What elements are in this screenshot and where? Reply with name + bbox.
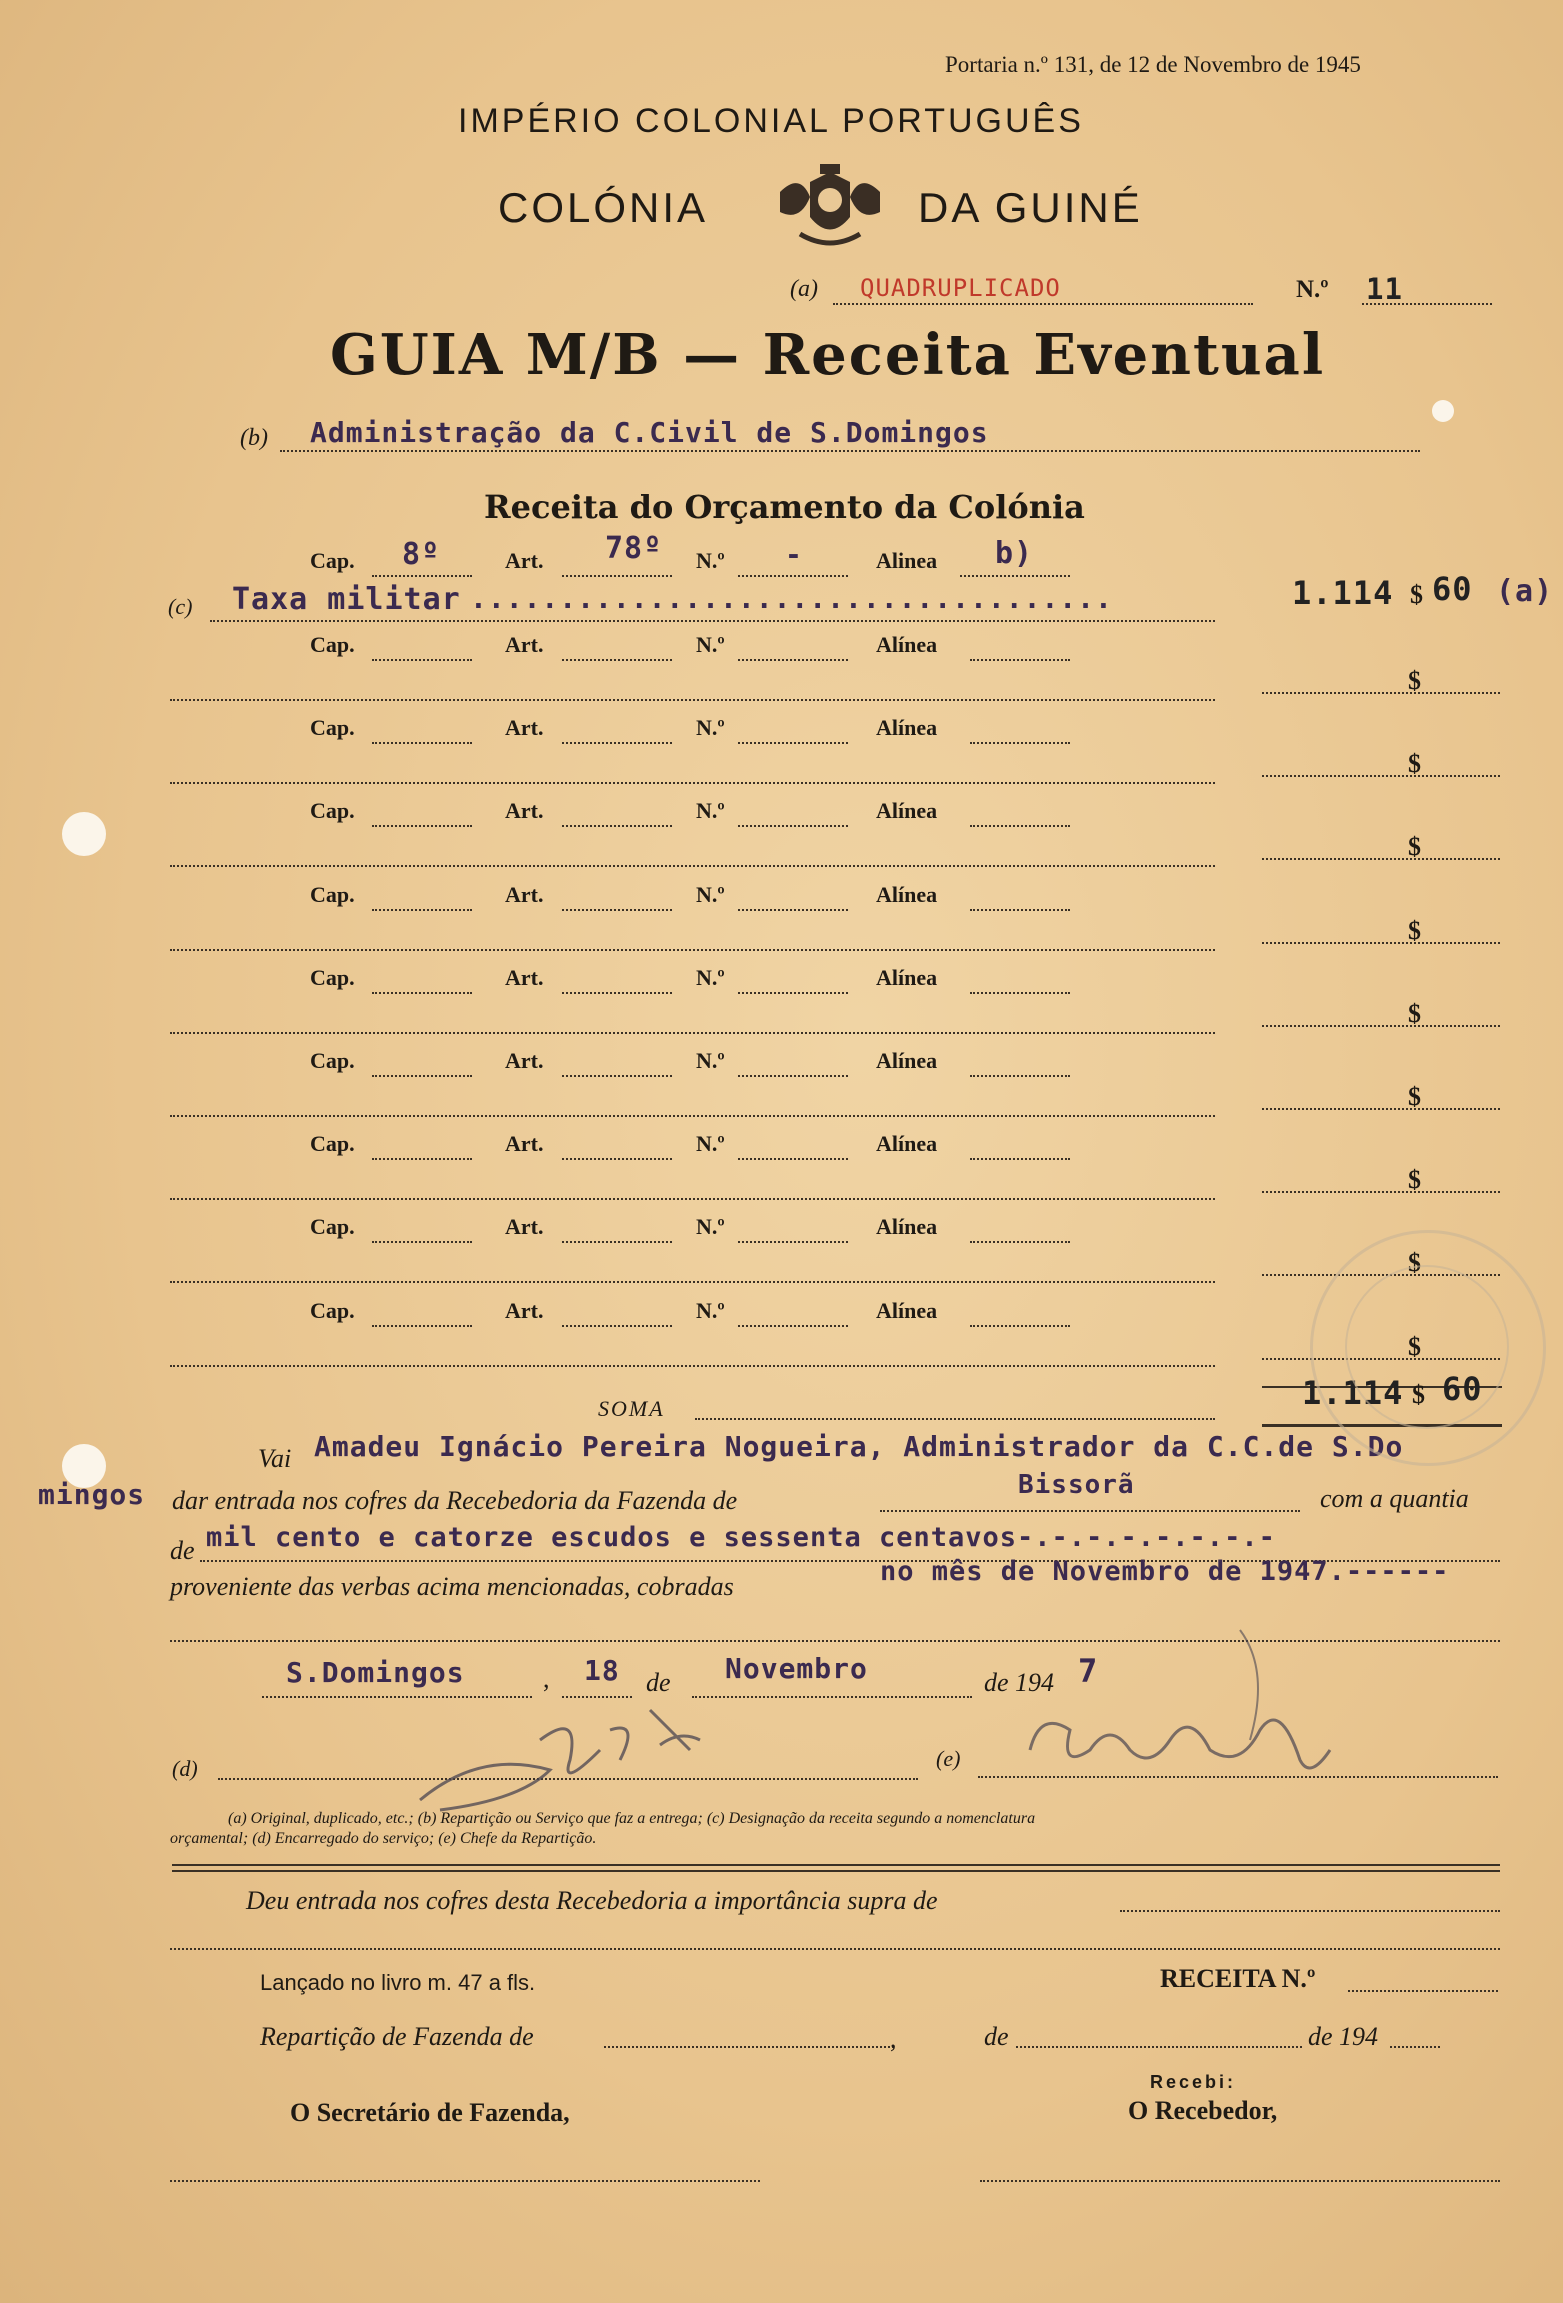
date-year-digit: 7 [1078,1652,1099,1690]
cap-label: Cap. [310,882,355,907]
no-line [738,659,848,661]
cap-value: 8º [402,537,441,572]
art-label: Art. [505,632,544,657]
separator-rule-2 [172,1870,1500,1872]
no-line [738,1241,848,1243]
colony-left: COLÓNIA [498,184,709,231]
colony-right: DA GUINÉ [918,184,1143,231]
cap-label: Cap. [310,1048,355,1073]
art-value: 78º [605,531,663,566]
currency-symbol: $ [1408,1332,1421,1361]
soma-line [695,1418,1215,1420]
art-label: Art. [505,965,544,990]
art-label: Art. [505,798,544,823]
no-line [738,992,848,994]
comma: , [543,1664,550,1693]
no-value: - [785,538,803,571]
no-label: N.º [696,965,725,990]
alinea-line [970,1158,1070,1160]
alinea-value: b) [995,536,1034,571]
no-line [738,1158,848,1160]
no-line [738,909,848,911]
decree-reference: Portaria n.º 131, de 12 de Novembro de 1945 [945,52,1361,77]
alinea-label: Alínea [876,965,938,990]
signature-marker-d: (d) [172,1756,198,1781]
currency-symbol: $ [1408,1082,1421,1111]
soma-currency: $ [1412,1380,1425,1409]
art-label: Art. [505,1214,544,1239]
cap-label: Cap. [310,1214,355,1239]
alinea-label: Alínea [876,1298,938,1323]
no-label: N.º [696,1131,725,1156]
cap-line [372,909,472,911]
copy-stamp: QUADRUPLICADO [860,274,1061,302]
coat-of-arms-icon [770,162,890,257]
amount-line [1262,1108,1500,1110]
cap-label: Cap. [310,715,355,740]
description-line [170,1115,1215,1117]
signature-d [400,1690,720,1825]
description-line [170,1198,1215,1200]
currency-symbol: $ [1410,580,1423,609]
department-line [280,450,1420,452]
budget-heading: Receita do Orçamento da Colónia [484,488,1085,526]
recebi-label: Recebi: [1150,2072,1237,2092]
date-day: 18 [584,1654,620,1687]
art-label: Art. [505,548,544,573]
punch-hole [1432,400,1454,422]
description-line [170,865,1215,867]
punch-hole [62,812,106,856]
alinea-label: Alinea [876,548,938,573]
art-line [562,659,672,661]
amount-line [1262,1191,1500,1193]
collection-period: no mês de Novembro de 1947.------ [880,1556,1450,1587]
art-line [562,575,672,577]
description-line [170,782,1215,784]
alinea-line [970,742,1070,744]
amount-line [1262,942,1500,944]
amount-line [1262,1025,1500,1027]
soma-amount-cents: 60 [1442,1370,1483,1408]
declarant: Amadeu Ignácio Pereira Nogueira, Administrador da C.C.de S.Do [314,1430,1404,1463]
dry-seal-inner [1345,1265,1509,1429]
declaration-text-1: dar entrada nos cofres da Recebedoria da Fazenda de [172,1486,738,1515]
currency-symbol: $ [1408,749,1421,778]
currency-symbol: $ [1408,832,1421,861]
alinea-label: Alínea [876,1214,938,1239]
declaration-text-2: com a quantia [1320,1484,1469,1513]
department-marker: (b) [240,425,268,451]
number-label: N.º [1296,276,1329,303]
currency-symbol: $ [1408,1165,1421,1194]
currency-symbol: $ [1408,916,1421,945]
separator-rule [172,1864,1500,1866]
copy-marker: (a) [790,276,818,302]
description-line [170,699,1215,701]
no-label: N.º [696,1214,725,1239]
alinea-line [970,1075,1070,1077]
art-line [562,992,672,994]
no-line [738,1075,848,1077]
amount-line [1262,858,1500,860]
description-line [170,1365,1215,1367]
description-line [210,620,1215,622]
alinea-label: Alínea [876,882,938,907]
document-title: GUIA M/B — Receita Eventual [330,322,1326,388]
number-line [1362,303,1492,305]
no-label: N.º [696,632,725,657]
art-label: Art. [505,1048,544,1073]
cap-line [372,1325,472,1327]
alinea-line [960,575,1070,577]
reparticao-comma: , [890,2024,897,2053]
art-line [562,825,672,827]
alinea-label: Alínea [876,798,938,823]
date-de-1: de [646,1668,671,1697]
date-city: S.Domingos [286,1656,465,1689]
reparticao-day-line [1016,2046,1302,2048]
footnote-line-1: (a) Original, duplicado, etc.; (b) Repartição ou Serviço que faz a entrega; (c) Designação da receita segundo a nomenclatura [228,1810,1036,1827]
no-label: N.º [696,1298,725,1323]
description-value: Taxa militar [232,582,461,617]
no-label: N.º [696,1048,725,1073]
signature-e [1010,1610,1350,1795]
alinea-line [970,1241,1070,1243]
receipt-entry-line [1120,1910,1500,1912]
amount-line [1262,692,1500,694]
art-line [562,1075,672,1077]
art-label: Art. [505,1298,544,1323]
cap-label: Cap. [310,1298,355,1323]
cap-line [372,1158,472,1160]
place-line [880,1510,1300,1512]
no-line [738,825,848,827]
reparticao-line [604,2046,894,2048]
description-leader: .................................... [470,582,1113,615]
date-de-2: de 194 [984,1668,1055,1697]
empire-heading: IMPÉRIO COLONIAL PORTUGUÊS [458,102,1084,140]
alinea-line [970,659,1070,661]
reparticao-year-line [1390,2046,1440,2048]
cap-label: Cap. [310,632,355,657]
alinea-line [970,1325,1070,1327]
no-label: N.º [696,798,725,823]
copy-line [833,303,1253,305]
description-line [170,1032,1215,1034]
secretario-sign-line [170,2180,760,2182]
art-line [562,742,672,744]
signature-marker-e: (e) [936,1746,961,1771]
currency-symbol: $ [1408,999,1421,1028]
alinea-label: Alínea [876,1048,938,1073]
declaration-text-3: proveniente das verbas acima mencionadas, cobradas [170,1572,734,1601]
alinea-label: Alínea [876,1131,938,1156]
date-month: Novembro [725,1652,868,1685]
description-line [170,1281,1215,1283]
receiving-place: Bissorã [1018,1470,1135,1500]
art-label: Art. [505,715,544,740]
cap-label: Cap. [310,798,355,823]
amount-note: (a) [1496,574,1554,609]
soma-label: SOMA [598,1396,665,1421]
cap-line [372,575,472,577]
alinea-label: Alínea [876,715,938,740]
de-label: de [170,1536,195,1565]
secretario-label: O Secretário de Fazenda, [290,2098,570,2127]
currency-symbol: $ [1408,666,1421,695]
art-label: Art. [505,882,544,907]
cap-label: Cap. [310,548,355,573]
reparticao-year: de 194 [1308,2022,1379,2051]
alinea-line [970,825,1070,827]
cap-line [372,1075,472,1077]
amount-cents: 60 [1432,570,1473,608]
alinea-label: Alínea [876,632,938,657]
month-line [692,1696,972,1698]
no-line [738,1325,848,1327]
receipt-entry: Deu entrada nos cofres desta Recebedoria a importância supra de [246,1886,938,1915]
department-value: Administração da C.Civil de S.Domingos [310,416,989,449]
declarant-cont: mingos [38,1478,146,1511]
no-label: N.º [696,548,725,573]
cap-line [372,659,472,661]
cap-line [372,825,472,827]
receita-number-label: RECEITA N.º [1160,1964,1316,1993]
cap-label: Cap. [310,965,355,990]
alinea-line [970,909,1070,911]
receipt-blank-line [170,1948,1500,1950]
no-label: N.º [696,715,725,740]
description-line [170,949,1215,951]
description-marker: (c) [168,594,193,619]
footnote-line-2: orçamental; (d) Encarregado do serviço; (e) Chefe da Repartição. [170,1830,597,1847]
no-line [738,575,848,577]
recebedor-sign-line [980,2180,1500,2182]
cap-line [372,1241,472,1243]
reparticao-label: Repartição de Fazenda de [260,2022,534,2051]
no-line [738,742,848,744]
cap-line [372,742,472,744]
art-line [562,1241,672,1243]
art-line [562,909,672,911]
amount-int: 1.114 [1292,574,1394,612]
art-label: Art. [505,1131,544,1156]
no-label: N.º [696,882,725,907]
cap-label: Cap. [310,1131,355,1156]
reparticao-de: de [984,2022,1009,2051]
number-value: 11 [1366,272,1403,306]
currency-symbol: $ [1408,1248,1421,1277]
ledger-note: Lançado no livro m. 47 a fls. [260,1970,536,1995]
alinea-line [970,992,1070,994]
soma-amount-int: 1.114 [1302,1374,1404,1412]
amount-line [1262,775,1500,777]
art-line [562,1158,672,1160]
cap-line [372,992,472,994]
art-line [562,1325,672,1327]
amount-in-words: mil cento e catorze escudos e sessenta centavos-.-.-.-.-.-.-.- [206,1522,1276,1553]
vai-label: Vai [258,1444,292,1473]
recebedor-label: O Recebedor, [1128,2096,1278,2125]
receita-number-line [1348,1990,1498,1992]
